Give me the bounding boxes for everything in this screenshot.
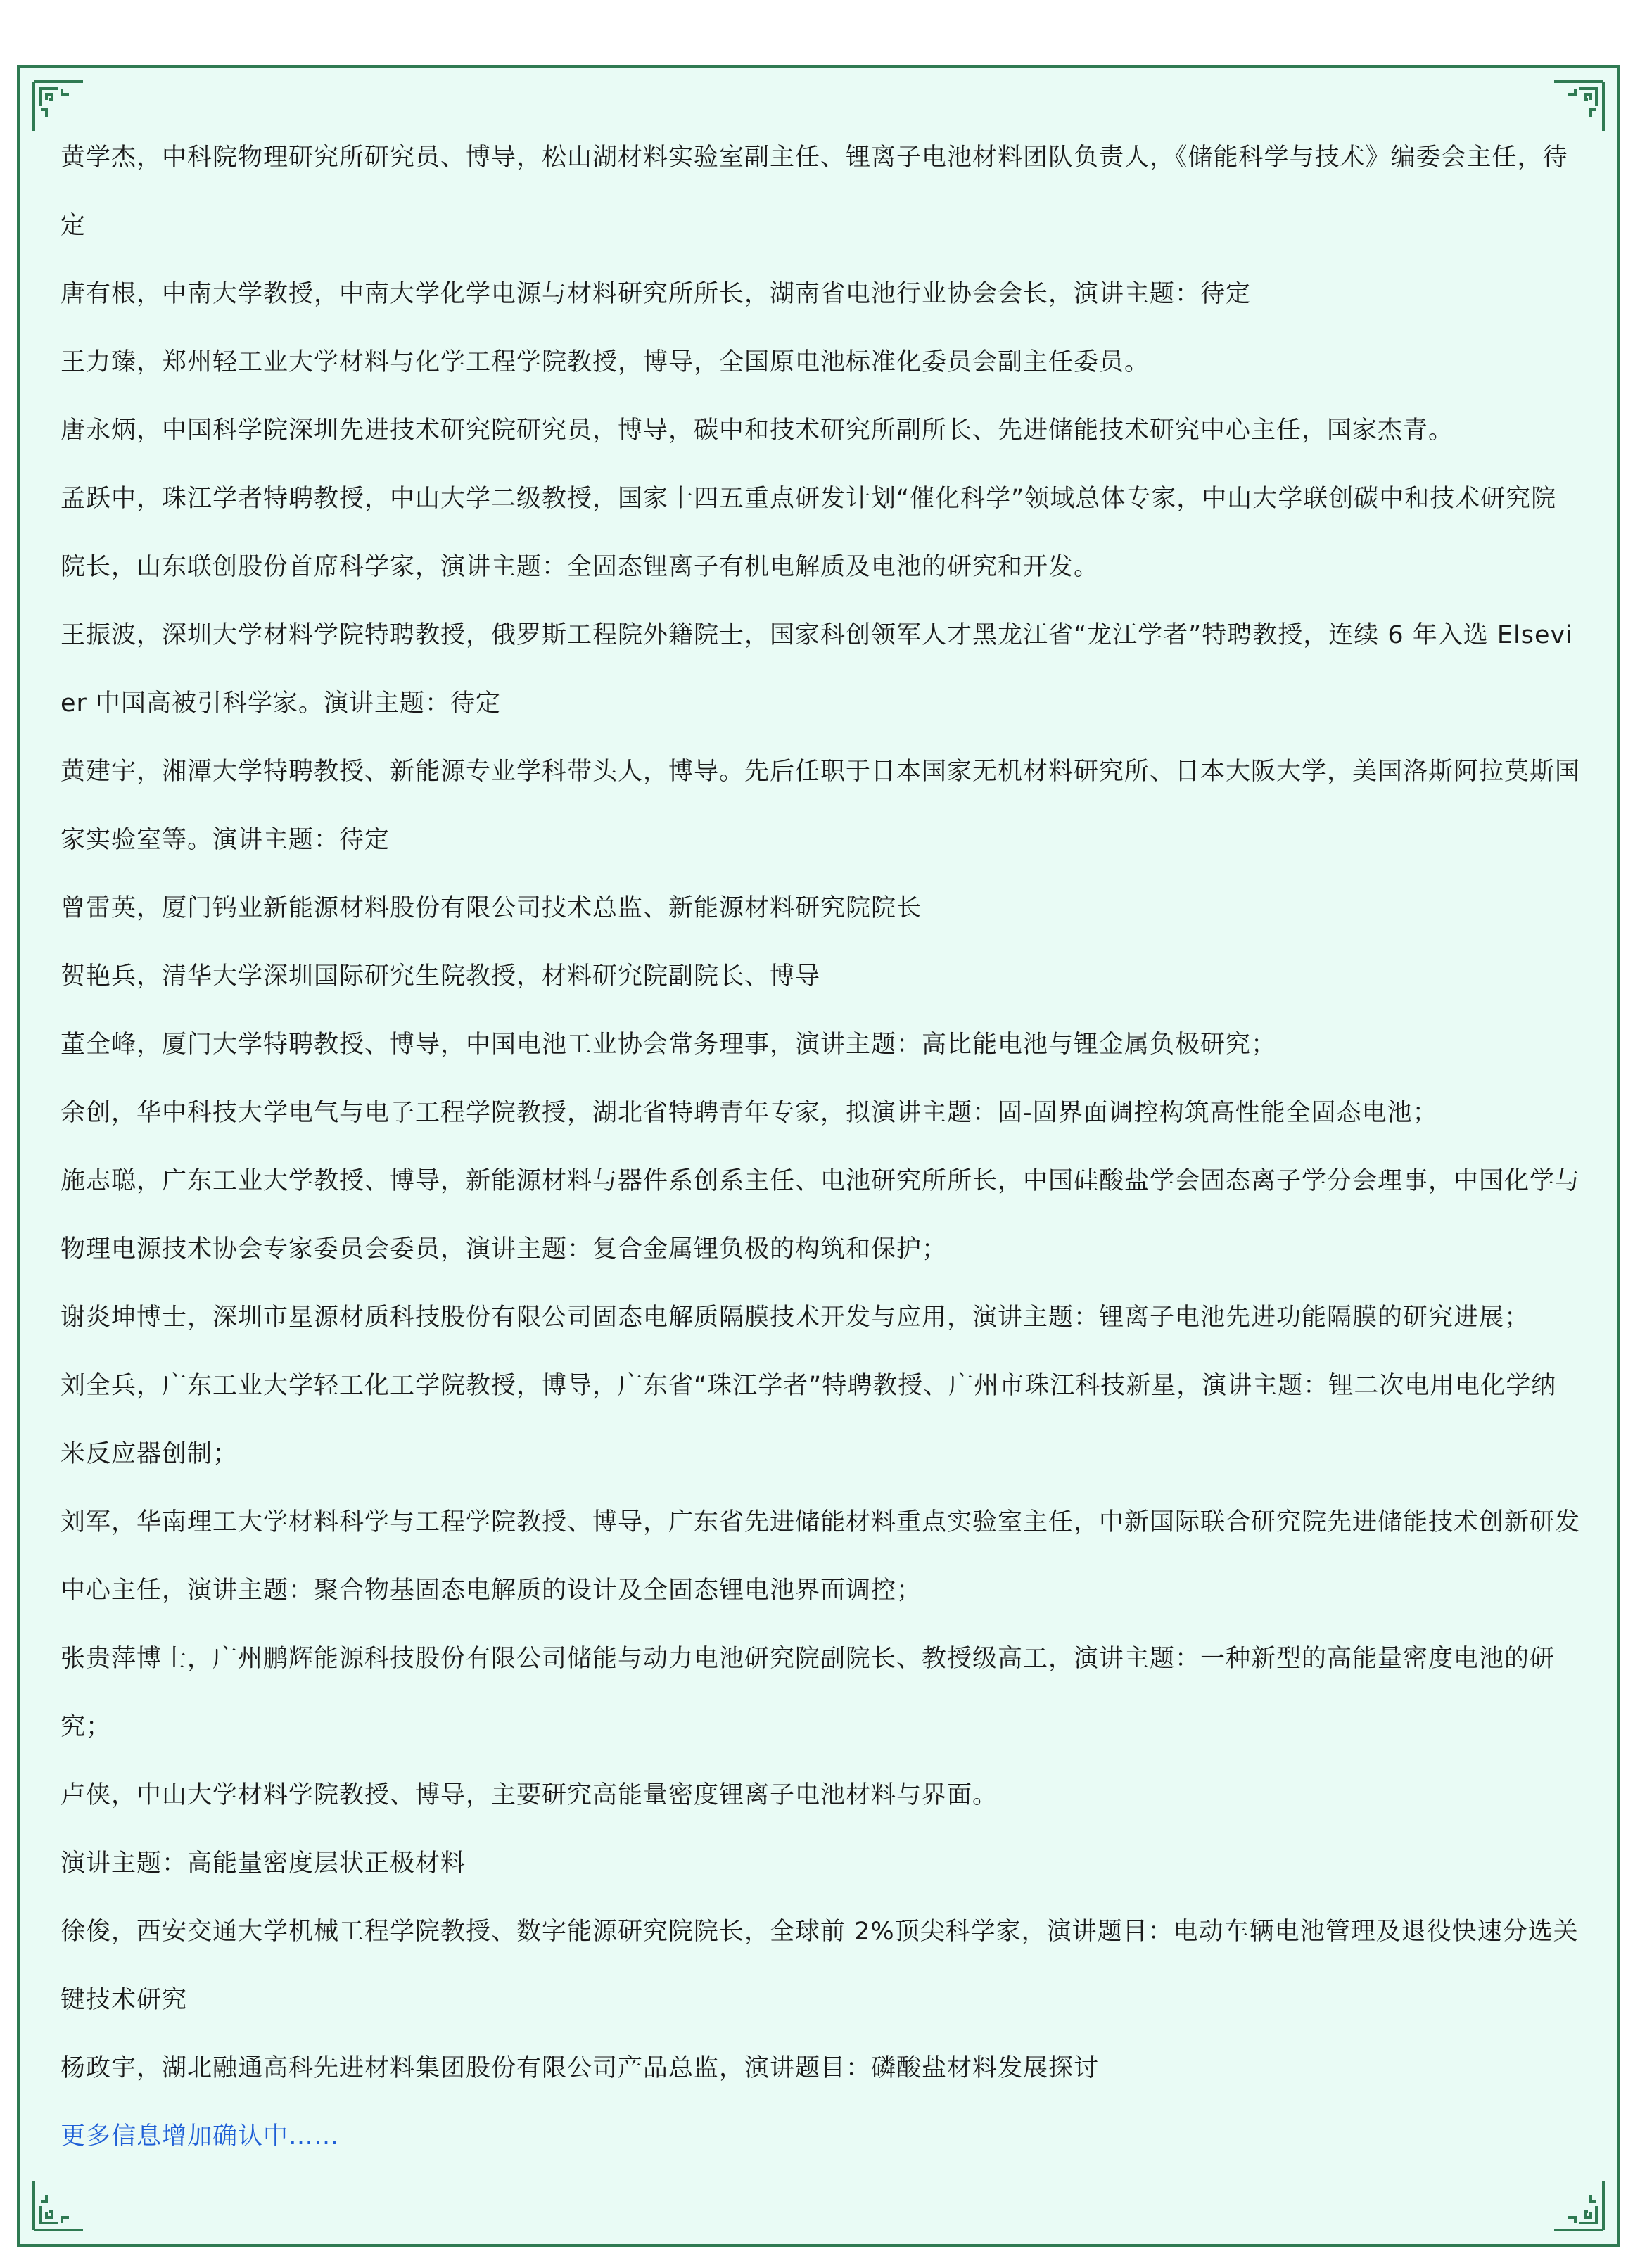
speaker-entry: 王力臻，郑州轻工业大学材料与化学工程学院教授，博导，全国原电池标准化委员会副主任委员。	[61, 348, 1150, 376]
speaker-entry: 董全峰，厦门大学特聘教授、博导，中国电池工业协会常务理事，演讲主题：高比能电池与锂金属负极研究；	[61, 1031, 1277, 1059]
speaker-entry: 卢侠，中山大学材料学院教授、博导，主要研究高能量密度锂离子电池材料与界面。	[61, 1781, 998, 1809]
speaker-entry: 王振波，深圳大学材料学院特聘教授，俄罗斯工程院外籍院士，国家科创领军人才黑龙江省“龙江学者”特聘教授，连续 6 年入选 Elsevier 中国高被引科学家。演讲主题：待定	[61, 621, 1573, 718]
speaker-entry: 黄学杰，中科院物理研究所研究员、博导，松山湖材料实验室副主任、锂离子电池材料团队负责人，《储能科学与技术》编委会主任，待定	[61, 144, 1568, 240]
corner-ornament-icon	[30, 2177, 87, 2234]
corner-ornament-icon	[1550, 2177, 1608, 2234]
speaker-entry: 曾雷英，厦门钨业新能源材料股份有限公司技术总监、新能源材料研究院院长	[61, 894, 922, 922]
speaker-entry: 黄建宇，湘潭大学特聘教授、新能源专业学科带头人，博导。先后任职于日本国家无机材料研究所、日本大阪大学，美国洛斯阿拉莫斯国家实验室等。演讲主题：待定	[61, 758, 1581, 854]
speaker-entry: 杨政宇，湖北融通高科先进材料集团股份有限公司产品总监，演讲题目：磷酸盐材料发展探讨	[61, 2054, 1100, 2082]
speaker-entry: 谢炎坤博士，深圳市星源材质科技股份有限公司固态电解质隔膜技术开发与应用，演讲主题：锂离子电池先进功能隔膜的研究进展；	[61, 1304, 1530, 1332]
speaker-entry: 刘军，华南理工大学材料科学与工程学院教授、博导，广东省先进储能材料重点实验室主任，中新国际联合研究院先进储能技术创新研发中心主任，演讲主题：聚合物基固态电解质的设计及全固态锂电池界面调控；	[61, 1508, 1581, 1605]
speaker-entry: 徐俊，西安交通大学机械工程学院教授、数字能源研究院院长，全球前 2%顶尖科学家，演讲题目：电动车辆电池管理及退役快速分选关键技术研究	[61, 1918, 1579, 2014]
speaker-entry: 贺艳兵，清华大学深圳国际研究生院教授，材料研究院副院长、博导	[61, 962, 821, 990]
speaker-entry: 唐有根，中南大学教授，中南大学化学电源与材料研究所所长，湖南省电池行业协会会长，演讲主题：待定	[61, 280, 1252, 308]
speaker-entry: 施志聪，广东工业大学教授、博导，新能源材料与器件系创系主任、电池研究所所长，中国硅酸盐学会固态离子学分会理事，中国化学与物理电源技术协会专家委员会委员，演讲主题：复合金属锂负极的构筑和保护；	[61, 1167, 1581, 1263]
more-info-link[interactable]: 更多信息增加确认中……	[61, 2122, 340, 2151]
speaker-entry: 唐永炳，中国科学院深圳先进技术研究院研究员，博导，碳中和技术研究所副所长、先进储能技术研究中心主任，国家杰青。	[61, 416, 1454, 445]
speaker-entry: 演讲主题：高能量密度层状正极材料	[61, 1849, 466, 1878]
speaker-entry: 刘全兵，广东工业大学轻工化工学院教授，博导，广东省“珠江学者”特聘教授、广州市珠江科技新星，演讲主题：锂二次电用电化学纳米反应器创制；	[61, 1372, 1557, 1468]
speaker-entry: 余创，华中科技大学电气与电子工程学院教授，湖北省特聘青年专家，拟演讲主题：固-固界面调控构筑高性能全固态电池；	[61, 1099, 1438, 1127]
speaker-entry: 张贵萍博士，广州鹏辉能源科技股份有限公司储能与动力电池研究院副院长、教授级高工，演讲主题：一种新型的高能量密度电池的研究；	[61, 1645, 1556, 1741]
speaker-list	[61, 124, 1580, 2171]
speaker-entry: 孟跃中，珠江学者特聘教授，中山大学二级教授，国家十四五重点研发计划“催化科学”领域总体专家，中山大学联创碳中和技术研究院院长，山东联创股份首席科学家，演讲主题：全固态锂离子有机电解质及电池的研究和开发。	[61, 485, 1557, 581]
